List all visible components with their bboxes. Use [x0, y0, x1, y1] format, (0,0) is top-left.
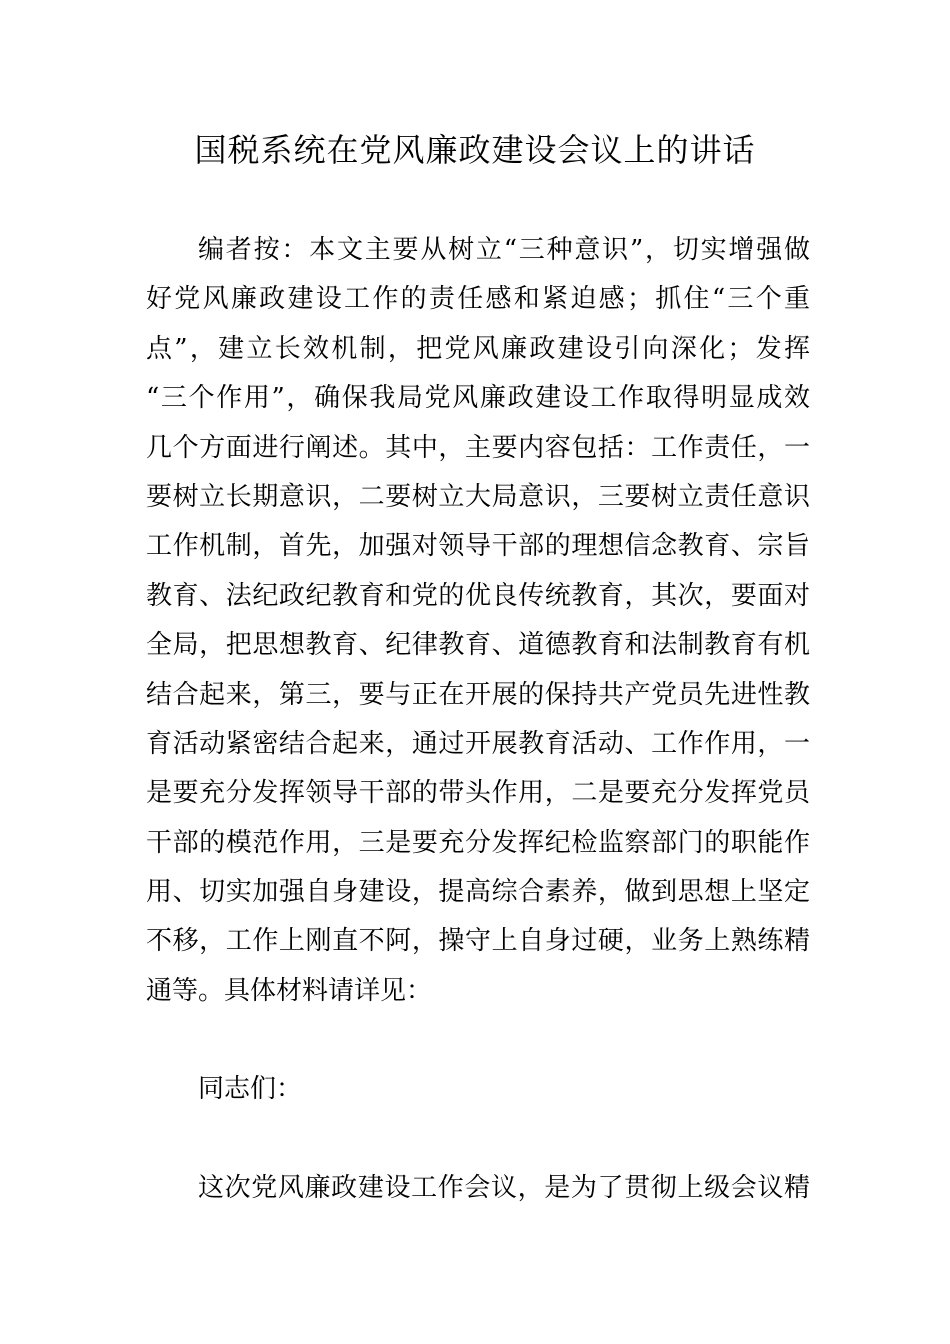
document-title: 国税系统在党风廉政建设会议上的讲话 — [194, 131, 756, 169]
paragraph-line: 编者按：本文主要从树立“三种意识”，切实增强做 — [198, 235, 810, 265]
paragraph-spacer — [146, 1016, 810, 1065]
paragraph-line: 教育、法纪政纪教育和党的优良传统教育，其次，要面对 — [146, 580, 810, 611]
paragraph-line: 是要充分发挥领导干部的带头作用，二是要充分发挥党员 — [146, 778, 810, 809]
paragraph-line: 不移，工作上刚直不阿，操守上自身过硬，业务上熟练精 — [146, 926, 810, 957]
paragraph-line: 全局，把思想教育、纪律教育、道德教育和法制教育有机 — [146, 630, 810, 661]
paragraph-line: “三个作用”，确保我局党风廉政建设工作取得明显成效 — [146, 383, 810, 414]
paragraph-line: 工作机制，首先，加强对领导干部的理想信念教育、宗旨 — [146, 531, 810, 562]
paragraph-line: 几个方面进行阐述。其中，主要内容包括：工作责任，一 — [146, 432, 810, 463]
body-paragraph-line: 这次党风廉政建设工作会议，是为了贯彻上级会议精 — [198, 1172, 810, 1203]
document-body — [146, 226, 810, 1213]
paragraph-line: 结合起来，第三，要与正在开展的保持共产党员先进性教 — [146, 679, 810, 710]
paragraph-line: 好党风廉政建设工作的责任感和紧迫感；抓住“三个重 — [146, 284, 810, 315]
paragraph-line: 通等。具体材料请详见： — [146, 975, 433, 1006]
salutation: 同志们： — [198, 1074, 303, 1105]
editor-note-paragraph — [146, 226, 810, 1016]
paragraph-spacer — [146, 1115, 810, 1164]
paragraph-line: 干部的模范作用，三是要充分发挥纪检监察部门的职能作 — [146, 827, 810, 858]
paragraph-line: 育活动紧密结合起来，通过开展教育活动、工作作用，一 — [146, 728, 810, 759]
paragraph-line: 用、切实加强自身建设，提高综合素养，做到思想上坚定 — [146, 877, 810, 908]
paragraph-line: 要树立长期意识，二要树立大局意识，三要树立责任意识 — [146, 481, 810, 512]
paragraph-line: 点”，建立长效机制，把党风廉政建设引向深化；发挥 — [146, 333, 810, 364]
